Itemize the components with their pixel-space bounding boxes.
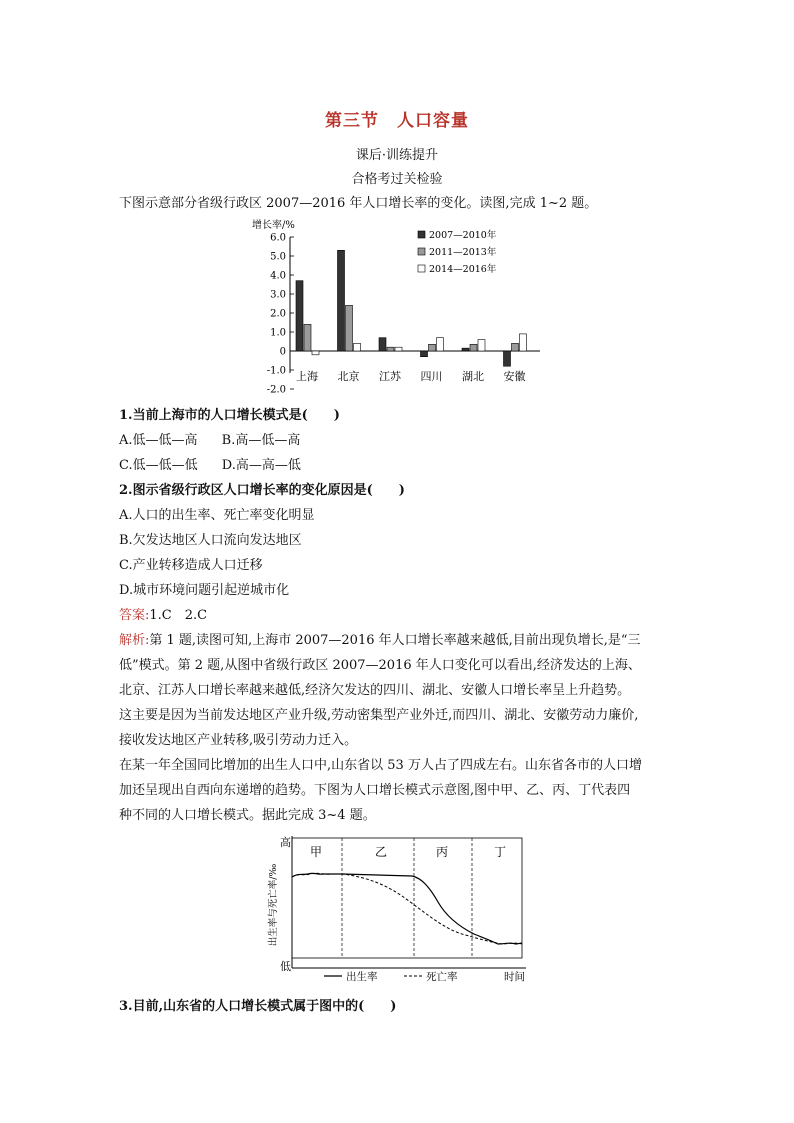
bar-湖北-series-2 <box>470 344 477 351</box>
death-rate-curve <box>292 873 522 944</box>
q1-option-b: B.高—低—高 <box>221 433 301 448</box>
q1-option-d: D.高—高—低 <box>221 458 301 473</box>
diagram-xlabel: 时间 <box>504 971 525 983</box>
analysis-line-4: 这主要是因为当前发达地区产业升级,劳动密集型产业外迁,而四川、湖北、安徽劳动力廉价, <box>119 708 639 723</box>
bar-chart <box>250 215 550 395</box>
bar-北京-series-1 <box>338 250 345 351</box>
stage-ding: 丁 <box>494 845 507 859</box>
bar-北京-series-3 <box>354 343 361 351</box>
stage-yi: 乙 <box>375 845 388 859</box>
bar-湖北-series-3 <box>478 340 485 351</box>
intro-1: 下图示意部分省级行政区 2007—2016 年人口增长率的变化。读图,完成 1~2 题。 <box>119 196 598 211</box>
bar-江苏-series-2 <box>387 347 394 351</box>
legend-series-3: 2014—2016年 <box>429 264 497 275</box>
chart-legend <box>418 229 497 275</box>
bar-上海-series-3 <box>312 351 319 355</box>
intro-2-line-3: 种不同的人口增长模式。据此完成 3~4 题。 <box>119 808 376 823</box>
chart-ylabel: 增长率/% <box>252 220 295 231</box>
bar-安徽-series-3 <box>520 334 527 351</box>
category-label: 安徽 <box>503 370 526 383</box>
analysis-label: 解析: <box>119 633 150 648</box>
bar-四川-series-2 <box>429 344 436 351</box>
answer-text: 1.C 2.C <box>149 608 208 623</box>
y-tick-label: 1.0 <box>270 327 286 339</box>
bar-上海-series-1 <box>296 281 303 351</box>
q1-option-c: C.低—低—低 <box>119 458 198 473</box>
question-2: 2.图示省级行政区人口增长率的变化原因是( ) <box>119 483 405 498</box>
analysis-line-5: 接收发达地区产业转移,吸引劳动力迁入。 <box>119 733 358 748</box>
diagram-high-label: 高 <box>280 836 291 849</box>
y-tick-label: -2.0 <box>266 384 286 395</box>
q1-options-row2 <box>119 454 301 473</box>
bar-安徽-series-1 <box>504 351 511 366</box>
bar-北京-series-2 <box>346 305 353 351</box>
bar-四川-series-1 <box>421 351 428 357</box>
question-1: 1.当前上海市的人口增长模式是( ) <box>119 408 340 423</box>
y-tick-label: 6.0 <box>270 232 286 244</box>
birth-rate-curve <box>292 873 522 944</box>
q1-options-row1 <box>119 429 300 448</box>
stage-jia: 甲 <box>310 845 323 859</box>
y-tick-label: 5.0 <box>270 251 286 263</box>
intro-2-line-1: 在某一年全国同比增加的出生人口中,山东省以 53 万人占了四成左右。山东省各市的人口增 <box>119 758 642 773</box>
bar-江苏-series-1 <box>379 338 386 351</box>
y-tick-label: 0 <box>279 346 286 358</box>
bar-四川-series-3 <box>437 338 444 351</box>
q1-option-a: A.低—低—高 <box>119 433 198 448</box>
analysis-line-1: 解析:第 1 题,读图可知,上海市 2007—2016 年人口增长率越来越低,目前出现负增长,是“三 <box>119 633 641 648</box>
section-heading: 合格考过关检验 <box>351 172 443 187</box>
bar-湖北-series-1 <box>462 348 469 351</box>
intro-2-line-2: 加还呈现出自西向东递增的趋势。下图为人口增长模式示意图,图中甲、乙、丙、丁代表四 <box>119 783 631 798</box>
answer-label: 答案: <box>119 608 150 623</box>
stage-bing: 丙 <box>436 845 449 859</box>
growth-model-diagram <box>262 830 537 985</box>
bar-上海-series-2 <box>304 324 311 351</box>
q2-option-d: D.城市环境问题引起逆城市化 <box>119 583 290 598</box>
q2-option-b: B.欠发达地区人口流向发达地区 <box>119 533 302 548</box>
bar-江苏-series-3 <box>395 347 402 351</box>
legend-death: 死亡率 <box>426 971 458 983</box>
subtitle: 课后·训练提升 <box>355 148 439 163</box>
legend-birth: 出生率 <box>346 971 378 983</box>
legend-series-2: 2011—2013年 <box>429 247 497 258</box>
diagram-ylabel: 出生率与死亡率/‰ <box>268 863 279 947</box>
category-label: 上海 <box>296 370 318 383</box>
category-label: 北京 <box>337 370 360 383</box>
category-label: 四川 <box>420 370 443 383</box>
legend-series-1: 2007—2010年 <box>429 230 497 241</box>
category-label: 湖北 <box>462 370 484 383</box>
category-label: 江苏 <box>379 370 401 383</box>
y-tick-label: 4.0 <box>270 270 286 282</box>
y-tick-label: -1.0 <box>266 365 286 377</box>
q2-option-a: A.人口的出生率、死亡率变化明显 <box>119 508 315 523</box>
q2-option-c: C.产业转移造成人口迁移 <box>119 558 263 573</box>
diagram-low-label: 低 <box>280 960 291 973</box>
page-title: 第三节 人口容量 <box>325 111 469 131</box>
analysis-line-3: 北京、江苏人口增长率越来越低,经济欠发达的四川、湖北、安徽人口增长率呈上升趋势。 <box>119 683 631 698</box>
analysis-line-2: 低”模式。第 2 题,从图中省级行政区 2007—2016 年人口变化可以看出,经济发达的上海、 <box>119 658 641 673</box>
y-tick-label: 3.0 <box>270 289 286 301</box>
y-tick-label: 2.0 <box>270 308 286 320</box>
bar-安徽-series-2 <box>512 343 519 351</box>
answer-line <box>119 604 207 623</box>
question-3: 3.目前,山东省的人口增长模式属于图中的( ) <box>119 999 397 1014</box>
